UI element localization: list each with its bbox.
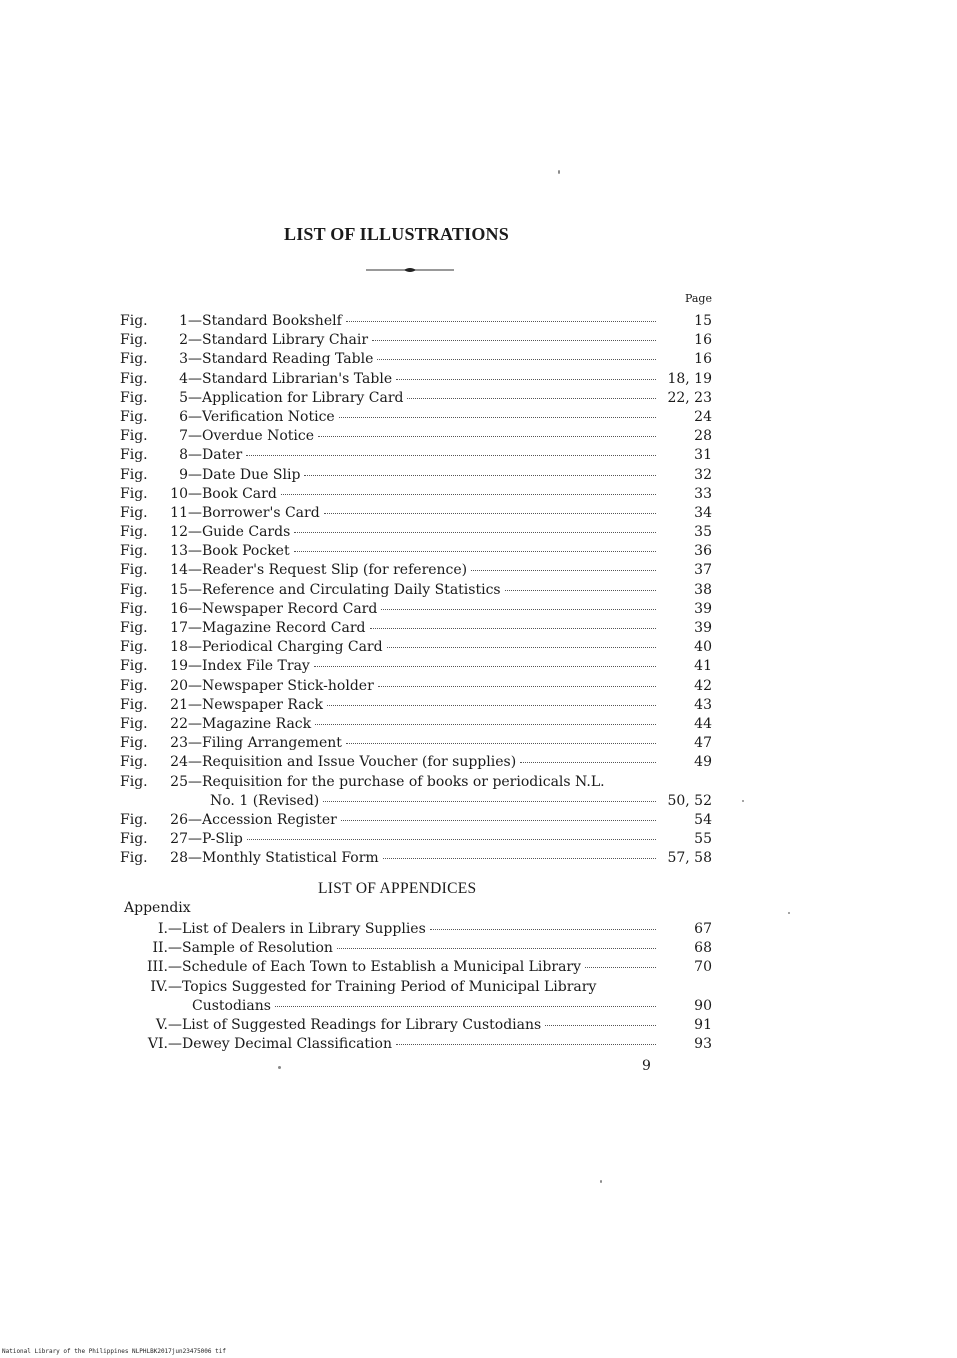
dot-leader	[505, 590, 656, 591]
figure-label: —Accession Register	[188, 811, 337, 828]
figure-number: 10	[170, 485, 188, 502]
appendix-entry-iv	[124, 978, 712, 997]
figure-prefix: Fig.	[120, 735, 148, 752]
figure-label: —Application for Library Card	[188, 389, 404, 406]
figure-prefix: Fig.	[120, 389, 148, 406]
figure-label: —P-Slip	[188, 831, 243, 848]
figure-page: 28	[694, 428, 712, 445]
figure-entry	[120, 811, 712, 830]
dot-leader	[387, 647, 656, 648]
figure-number: 19	[170, 658, 188, 675]
figure-label: —Magazine Rack	[188, 715, 312, 732]
figure-prefix: Fig.	[120, 562, 148, 579]
figure-number: 14	[170, 562, 188, 579]
figure-prefix: Fig.	[120, 831, 148, 848]
figure-label: —Book Pocket	[188, 543, 290, 560]
dot-leader	[377, 359, 656, 360]
figure-page: 38	[694, 581, 712, 598]
figure-entry	[120, 466, 712, 485]
dot-leader	[545, 1025, 656, 1026]
figure-page: 15	[694, 313, 712, 329]
figure-number: 21	[170, 696, 188, 713]
figure-number: 12	[170, 524, 188, 541]
figure-prefix: Fig.	[120, 351, 148, 368]
appendix-label: —List of Dealers in Library Supplies	[168, 921, 426, 937]
appendix-label: —Sample of Resolution	[168, 940, 333, 957]
appendix-label-line2: Custodians	[192, 997, 271, 1014]
figure-page: 36	[694, 543, 712, 560]
figure-page: 44	[694, 715, 712, 732]
figure-prefix: Fig.	[120, 332, 148, 349]
figure-number: 22	[170, 715, 188, 732]
figure-entry	[120, 485, 712, 504]
figure-entry	[120, 504, 712, 523]
figure-label: —Requisition and Issue Voucher (for supplies)	[188, 754, 517, 771]
figure-number: 26	[170, 811, 188, 828]
figure-label-line2: No. 1 (Revised)	[210, 792, 320, 809]
dot-leader	[370, 628, 656, 629]
figure-label: —Reader's Request Slip (for reference)	[188, 562, 468, 579]
figure-label: —Newspaper Stick-holder	[188, 677, 374, 694]
dot-leader	[341, 820, 656, 821]
appendix-roman: VI.	[147, 1036, 168, 1053]
appendices-title: LIST OF APPENDICES	[318, 880, 477, 897]
figure-page: 49	[694, 754, 712, 771]
figure-prefix: Fig.	[120, 754, 148, 771]
figure-number: 7	[179, 428, 188, 445]
figure-entry	[120, 657, 712, 676]
figure-number: 18	[170, 639, 188, 656]
dot-leader	[430, 929, 656, 930]
appendix-entry	[124, 939, 712, 958]
dot-leader	[318, 436, 656, 437]
figure-prefix: Fig.	[120, 639, 148, 656]
figure-entry	[120, 696, 712, 715]
figure-label: —Standard Bookshelf	[188, 313, 342, 329]
appendix-entry	[124, 1016, 712, 1035]
dot-leader	[471, 570, 656, 571]
figure-number: 4	[179, 370, 188, 387]
figure-page: 55	[694, 831, 712, 848]
figure-prefix: Fig.	[120, 370, 148, 387]
figure-label: —Periodical Charging Card	[188, 639, 383, 656]
page-number: 9	[642, 1058, 651, 1074]
scan-speck	[742, 800, 744, 802]
figure-page: 34	[694, 504, 712, 521]
figure-page: 31	[694, 447, 712, 464]
dot-leader	[246, 455, 656, 456]
illustrations-list	[120, 312, 712, 868]
figure-entry	[120, 638, 712, 657]
figure-page: 39	[694, 620, 712, 636]
appendix-roman: III.	[146, 959, 168, 976]
scan-footer: National Library of the Philippines NLPHLBK2017jun23475006 tif	[2, 1348, 226, 1355]
figure-entry	[120, 830, 712, 849]
figure-page: 18, 19	[667, 370, 712, 387]
figure-entry	[120, 446, 712, 465]
dot-leader	[372, 340, 656, 341]
figure-label: —Overdue Notice	[188, 428, 314, 445]
ornament-divider	[364, 265, 456, 275]
appendix-page: 90	[694, 997, 712, 1014]
appendix-entry	[124, 920, 712, 939]
figure-number: 3	[179, 351, 188, 368]
appendix-entry	[124, 958, 712, 977]
figure-entry	[120, 542, 712, 561]
page-title: LIST OF ILLUSTRATIONS	[284, 224, 509, 244]
scan-speck	[558, 170, 560, 174]
figure-number: 17	[170, 620, 188, 636]
figure-prefix: Fig.	[120, 581, 148, 598]
figure-label: —Magazine Record Card	[188, 620, 366, 636]
figure-page: 16	[694, 351, 712, 368]
appendix-page: 70	[694, 959, 712, 976]
dot-leader	[396, 1044, 656, 1045]
figure-number: 16	[170, 600, 188, 617]
figure-entry	[120, 312, 712, 331]
figure-number: 1	[179, 313, 188, 329]
figure-prefix: Fig.	[120, 620, 148, 636]
figure-entry	[120, 331, 712, 350]
figure-label: —Borrower's Card	[188, 504, 320, 521]
figure-number: 2	[179, 332, 188, 349]
figure-label: —Dater	[188, 447, 243, 464]
figure-page: 37	[694, 562, 712, 579]
scan-speck	[600, 1180, 602, 1183]
appendix-label: Appendix	[124, 900, 191, 916]
figure-page: 42	[694, 677, 712, 694]
figure-prefix: Fig.	[120, 658, 148, 675]
dot-leader	[396, 379, 656, 380]
figure-prefix: Fig.	[120, 313, 148, 329]
scan-speck	[278, 1066, 281, 1069]
appendix-page: 93	[694, 1036, 712, 1053]
dot-leader	[407, 398, 656, 399]
appendix-label: —Schedule of Each Town to Establish a Municipal Library	[168, 959, 582, 976]
figure-page: 32	[694, 466, 712, 483]
figure-entry	[120, 849, 712, 868]
figure-number: 9	[179, 466, 188, 483]
figure-prefix: Fig.	[120, 850, 148, 867]
appendix-label: —Dewey Decimal Classification	[168, 1036, 392, 1053]
figure-number: 24	[170, 754, 188, 771]
dot-leader	[315, 724, 656, 725]
figure-entry	[120, 389, 712, 408]
dot-leader	[247, 839, 656, 840]
figure-prefix: Fig.	[120, 485, 148, 502]
figure-page: 22, 23	[667, 389, 712, 406]
figure-prefix: Fig.	[120, 447, 148, 464]
figure-label: —Standard Librarian's Table	[188, 370, 393, 387]
figure-page: 39	[694, 600, 712, 617]
figure-label: —Monthly Statistical Form	[188, 850, 379, 867]
dot-leader	[339, 417, 656, 418]
figure-number: 8	[179, 447, 188, 464]
figure-label: —Index File Tray	[188, 658, 310, 675]
figure-page: 33	[694, 485, 712, 502]
figure-entry	[120, 581, 712, 600]
figure-label: —Verification Notice	[188, 408, 335, 425]
figure-page: 24	[694, 408, 712, 425]
figure-number: 5	[179, 389, 188, 406]
figure-entry	[120, 600, 712, 619]
figure-prefix: Fig.	[120, 677, 148, 694]
dot-leader	[314, 666, 656, 667]
appendix-entry	[124, 1035, 712, 1054]
appendices-list	[124, 920, 712, 1054]
figure-page: 35	[694, 524, 712, 541]
figure-page: 47	[694, 735, 712, 752]
figure-entry	[120, 715, 712, 734]
dot-leader	[324, 513, 656, 514]
dot-leader	[378, 686, 656, 687]
figure-prefix: Fig.	[120, 466, 148, 483]
figure-number: 25	[170, 773, 188, 790]
figure-entry	[120, 677, 712, 696]
appendix-roman: IV.	[150, 978, 168, 995]
figure-page: 40	[694, 639, 712, 656]
appendix-roman: II.	[152, 940, 168, 957]
figure-prefix: Fig.	[120, 428, 148, 445]
figure-prefix: Fig.	[120, 524, 148, 541]
figure-number: 20	[170, 677, 188, 694]
appendix-page: 91	[694, 1016, 712, 1033]
figure-number: 13	[170, 543, 188, 560]
appendix-label: —List of Suggested Readings for Library Custodians	[168, 1016, 542, 1033]
figure-label: —Standard Reading Table	[188, 351, 374, 368]
appendix-label-line1: —Topics Suggested for Training Period of Municipal Library	[168, 978, 597, 995]
figure-prefix: Fig.	[120, 600, 148, 617]
dot-leader	[346, 743, 656, 744]
dot-leader	[337, 948, 656, 949]
dot-leader	[294, 532, 656, 533]
figure-page: 41	[694, 658, 712, 675]
figure-number: 15	[170, 581, 188, 598]
dot-leader	[323, 801, 656, 802]
figure-prefix: Fig.	[120, 504, 148, 521]
figure-label-line1: —Requisition for the purchase of books or periodicals N.L.	[188, 773, 605, 790]
figure-label: —Guide Cards	[188, 524, 291, 541]
figure-entry	[120, 427, 712, 446]
figure-entry-25-continued	[120, 792, 712, 811]
page-column-header: Page	[684, 292, 712, 305]
figure-page: 57, 58	[667, 850, 712, 867]
figure-entry	[120, 734, 712, 753]
figure-number: 6	[179, 408, 188, 425]
dot-leader	[327, 705, 656, 706]
figure-prefix: Fig.	[120, 811, 148, 828]
dot-leader	[585, 967, 656, 968]
dot-leader	[520, 762, 656, 763]
figure-entry	[120, 561, 712, 580]
appendix-roman: I.	[158, 921, 168, 937]
figure-label: —Newspaper Record Card	[188, 600, 378, 617]
figure-number: 23	[170, 735, 188, 752]
appendix-page: 68	[694, 940, 712, 957]
figure-entry	[120, 350, 712, 369]
figure-label: —Newspaper Rack	[188, 696, 323, 713]
dot-leader	[294, 551, 656, 552]
dot-leader	[275, 1006, 656, 1007]
figure-number: 28	[170, 850, 188, 867]
figure-entry	[120, 619, 712, 638]
figure-prefix: Fig.	[120, 715, 148, 732]
figure-page: 16	[694, 332, 712, 349]
figure-number: 11	[170, 504, 188, 521]
appendix-roman: V.	[155, 1016, 168, 1033]
figure-label: —Filing Arrangement	[188, 735, 342, 752]
figure-entry	[120, 753, 712, 772]
figure-prefix: Fig.	[120, 408, 148, 425]
figure-label: —Reference and Circulating Daily Statistics	[188, 581, 501, 598]
appendix-entry-iv-continued	[124, 997, 712, 1016]
figure-label: —Standard Library Chair	[188, 332, 369, 349]
dot-leader	[346, 321, 656, 322]
figure-entry	[120, 408, 712, 427]
appendix-page: 67	[694, 921, 712, 937]
figure-page: 54	[694, 811, 712, 828]
figure-entry	[120, 523, 712, 542]
figure-number: 27	[170, 831, 188, 848]
figure-page: 50, 52	[667, 792, 712, 809]
figure-page: 43	[694, 696, 712, 713]
figure-entry-25	[120, 773, 712, 792]
dot-leader	[281, 494, 656, 495]
figure-prefix: Fig.	[120, 773, 148, 790]
figure-prefix: Fig.	[120, 543, 148, 560]
dot-leader	[383, 858, 656, 859]
scan-speck	[788, 912, 790, 914]
figure-label: —Book Card	[188, 485, 277, 502]
figure-prefix: Fig.	[120, 696, 148, 713]
figure-label: —Date Due Slip	[188, 466, 301, 483]
figure-entry	[120, 370, 712, 389]
dot-leader	[304, 475, 656, 476]
dot-leader	[381, 609, 656, 610]
